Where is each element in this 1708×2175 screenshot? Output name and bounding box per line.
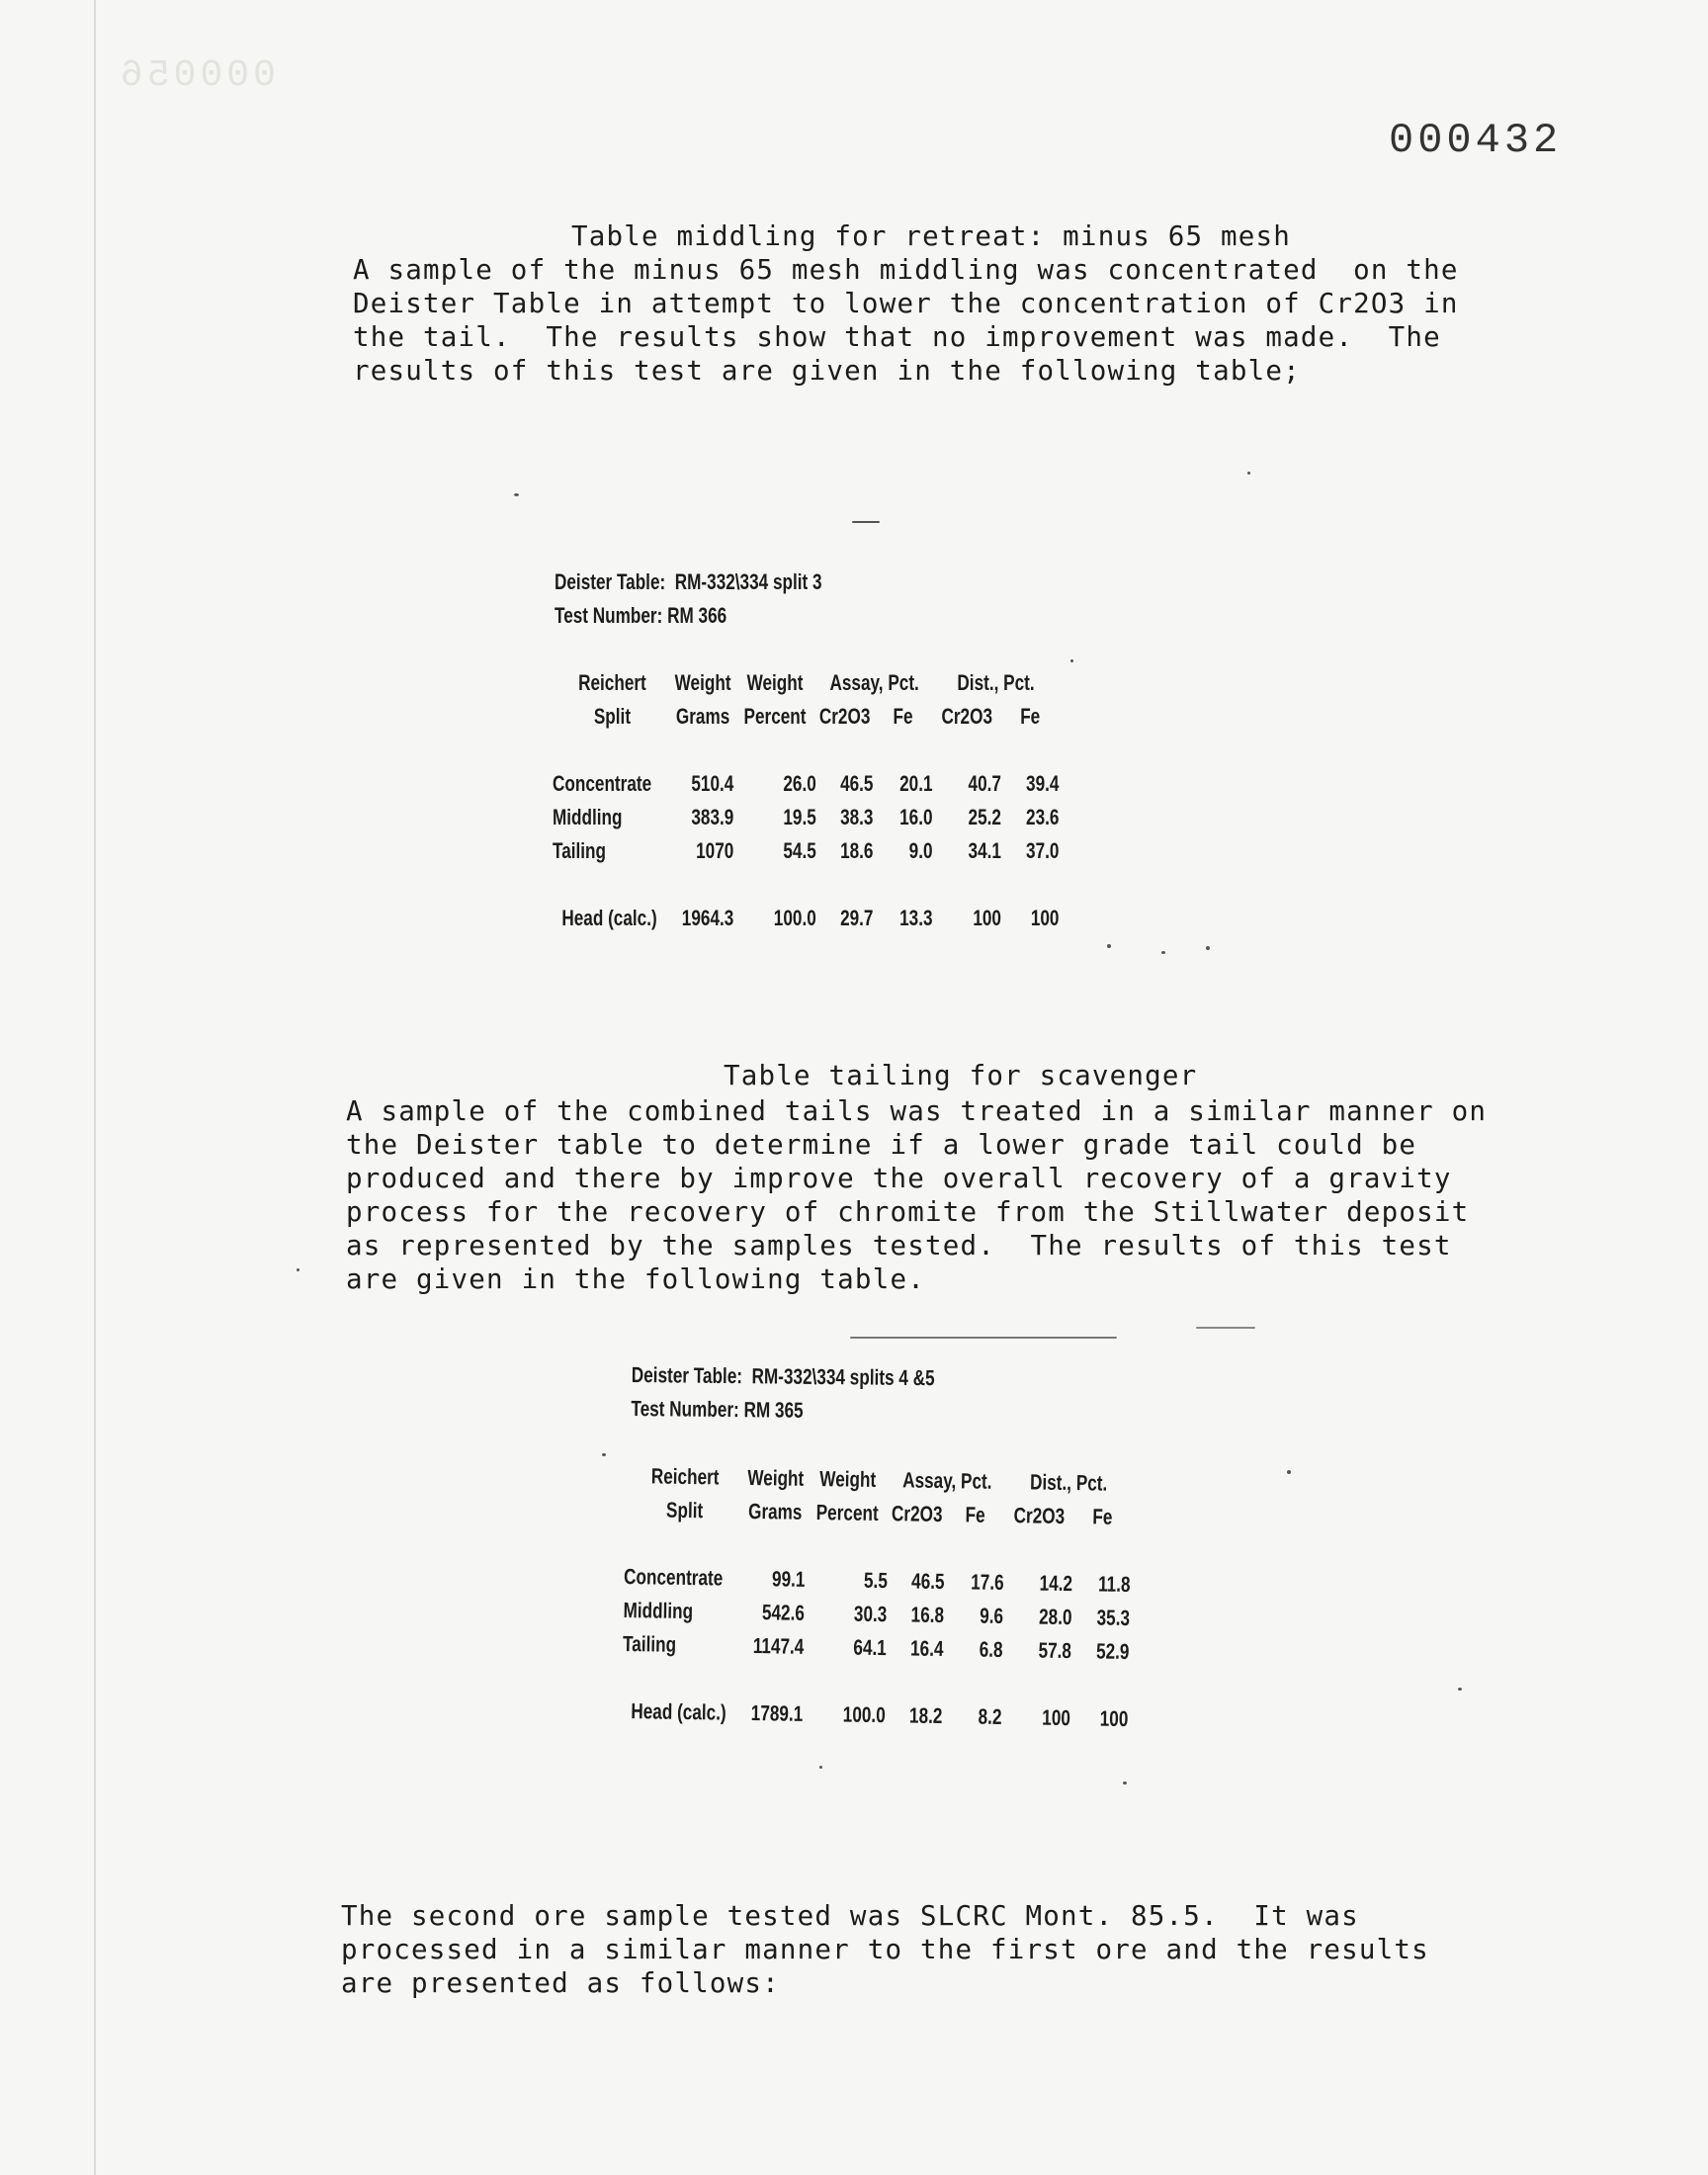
- header-cell: Cr2O3: [818, 704, 871, 729]
- header-cell: Weight: [819, 1466, 877, 1492]
- header-cell: Split: [593, 704, 632, 729]
- table-cell: 6.8: [979, 1636, 1003, 1663]
- table2-test-number: Test Number: RM 365: [631, 1395, 804, 1423]
- scan-speck: [819, 1766, 822, 1769]
- header-cell: Cr2O3: [1013, 1503, 1066, 1528]
- table-cell: 1789.1: [750, 1700, 804, 1726]
- table1-test-number: Test Number: RM 366: [555, 603, 727, 628]
- table-cell: 52.9: [1095, 1638, 1130, 1665]
- table1-header-row: [553, 700, 1059, 734]
- header-cell: Weight: [747, 1464, 805, 1491]
- table-row: [553, 834, 1059, 868]
- table-cell: 383.9: [691, 805, 734, 829]
- table-cell: 1147.4: [752, 1633, 805, 1659]
- table-cell: 39.4: [1026, 771, 1060, 796]
- table2-title: Deister Table: RM-332\334 splits 4 &5: [631, 1361, 935, 1391]
- paragraph-line: Deister Table in attempt to lower the concentration of Cr2O3 in: [353, 288, 1459, 319]
- table-cell: 46.5: [840, 771, 874, 796]
- table-cell: 1070: [696, 838, 734, 863]
- table-cell: 46.5: [910, 1568, 945, 1595]
- table-cell: 40.7: [968, 771, 1001, 796]
- paragraph-line: processed in a similar manner to the first ore and the results: [341, 1934, 1429, 1965]
- scan-speck: [1458, 1688, 1462, 1691]
- scan-speck: [602, 1453, 606, 1456]
- table-cell: 100: [973, 906, 1001, 930]
- table2-grid: [622, 1459, 1133, 1736]
- table-cell: 100: [1030, 906, 1060, 930]
- table-cell: Concentrate: [553, 771, 652, 796]
- table-cell: 8.2: [978, 1703, 1002, 1730]
- table-cell: 34.1: [968, 838, 1001, 863]
- header-cell: Cr2O3: [941, 704, 993, 729]
- header-cell: Percent: [815, 1500, 879, 1526]
- paragraph-line: A sample of the combined tails was treated in a similar manner on: [346, 1095, 1488, 1127]
- scan-speck: [1107, 944, 1111, 948]
- scan-speck: [1287, 1470, 1291, 1474]
- header-cell: Percent: [743, 704, 807, 729]
- table-cell: 30.3: [853, 1601, 888, 1627]
- table-cell: Middling: [623, 1597, 694, 1624]
- header-cell: Weight: [746, 670, 804, 695]
- table-cell: Middling: [553, 805, 623, 829]
- table-cell: 20.1: [899, 771, 933, 796]
- table-cell: 23.6: [1026, 805, 1060, 829]
- table-row: [553, 801, 1059, 834]
- section2-paragraph: [346, 1094, 1487, 1296]
- table-cell: 64.1: [853, 1634, 887, 1661]
- paragraph-line: the tail. The results show that no improvement was made. The: [353, 321, 1441, 353]
- header-cell: Assay, Pct.: [902, 1467, 992, 1494]
- scan-speck: [1070, 659, 1073, 662]
- table-cell: 99.1: [771, 1566, 806, 1592]
- scan-speck: [1123, 1782, 1127, 1784]
- table-row: [553, 767, 1059, 801]
- table-cell: 100.0: [773, 906, 816, 930]
- table-cell: 542.6: [761, 1600, 806, 1625]
- table-total-row: [553, 902, 1059, 935]
- table-cell: 16.8: [910, 1602, 945, 1628]
- header-cell: Assay, Pct.: [829, 670, 919, 695]
- table-cell: 9.0: [908, 838, 933, 863]
- header-cell: Split: [665, 1497, 704, 1523]
- page-number: 000432: [1389, 117, 1563, 164]
- header-cell: Fe: [893, 704, 913, 729]
- table-cell: 35.3: [1096, 1605, 1131, 1631]
- table-cell: 9.6: [980, 1603, 1004, 1629]
- table-cell: 14.2: [1039, 1570, 1073, 1597]
- table-cell: 28.0: [1038, 1604, 1072, 1630]
- bleed-through-page-number: 000056: [117, 54, 276, 97]
- table-cell: 16.4: [909, 1635, 944, 1662]
- paragraph-line: process for the recovery of chromite from the Stillwater deposit: [346, 1196, 1470, 1228]
- scan-speck: [1161, 951, 1165, 954]
- section3-paragraph: [341, 1899, 1429, 2000]
- table-cell: 11.8: [1097, 1571, 1131, 1598]
- section2-heading: Table tailing for scavenger: [724, 1060, 1198, 1091]
- scan-speck: [1196, 1327, 1255, 1329]
- table-cell: 37.0: [1026, 838, 1060, 863]
- table-cell: 18.6: [840, 838, 874, 863]
- table-cell: 38.3: [840, 805, 874, 829]
- table-cell: 17.6: [971, 1569, 1004, 1596]
- table-cell: Head (calc.): [631, 1698, 726, 1725]
- paragraph-line: are given in the following table.: [346, 1263, 925, 1295]
- table-cell: 100: [1042, 1704, 1071, 1731]
- header-cell: Grams: [675, 704, 730, 729]
- header-cell: Fe: [1092, 1504, 1113, 1529]
- table-cell: 18.2: [908, 1702, 943, 1729]
- table-cell: 54.5: [783, 838, 816, 863]
- header-cell: Fe: [965, 1502, 985, 1527]
- scan-speck: [297, 1268, 299, 1271]
- table1-caption: [555, 566, 897, 633]
- table-cell: 100.0: [842, 1701, 886, 1728]
- header-cell: Dist., Pct.: [1029, 1469, 1108, 1496]
- header-cell: Dist., Pct.: [957, 670, 1035, 695]
- scan-speck: [850, 1337, 1117, 1339]
- table-cell: 26.0: [783, 771, 816, 796]
- table2: [622, 1459, 1275, 1738]
- table-cell: Tailing: [553, 838, 607, 863]
- header-cell: Weight: [674, 670, 731, 695]
- table2-caption: [631, 1358, 1020, 1430]
- scan-speck: [514, 493, 519, 496]
- table1-header-row: [553, 666, 1059, 700]
- paragraph-line: the Deister table to determine if a lower grade tail could be: [346, 1129, 1417, 1161]
- paragraph-line: results of this test are given in the following table;: [353, 355, 1301, 387]
- scan-speck: [852, 521, 880, 523]
- paragraph-line: The second ore sample tested was SLCRC Mont. 85.5. It was: [341, 1900, 1359, 1932]
- scan-speck: [1247, 472, 1250, 475]
- table1-title: Deister Table: RM-332\334 split 3: [555, 569, 822, 594]
- header-cell: Fe: [1020, 704, 1041, 729]
- paragraph-line: are presented as follows:: [341, 1967, 780, 1999]
- header-cell: Reichert: [578, 670, 646, 695]
- table-cell: Head (calc.): [561, 906, 657, 930]
- paragraph-line: A sample of the minus 65 mesh middling was concentrated on the: [353, 254, 1459, 286]
- section1-paragraph: [353, 253, 1459, 388]
- table1-grid: [553, 666, 1059, 935]
- table-cell: 5.5: [863, 1567, 889, 1594]
- paragraph-line: as represented by the samples tested. The results of this test: [346, 1230, 1452, 1262]
- table-total-row: [622, 1695, 1129, 1736]
- table-cell: 100: [1099, 1705, 1129, 1732]
- paragraph-line: produced and there by improve the overall recovery of a gravity: [346, 1163, 1452, 1194]
- table-cell: Concentrate: [623, 1563, 724, 1591]
- header-cell: Reichert: [650, 1463, 720, 1490]
- table-cell: 13.3: [899, 906, 933, 930]
- table-cell: 57.8: [1038, 1637, 1072, 1664]
- table-cell: Tailing: [622, 1630, 677, 1657]
- scan-speck: [1206, 946, 1210, 950]
- table-cell: 25.2: [968, 805, 1001, 829]
- table-cell: 1964.3: [681, 906, 734, 930]
- table-cell: 29.7: [840, 906, 874, 930]
- header-cell: Cr2O3: [891, 1501, 943, 1527]
- table-cell: 510.4: [691, 771, 734, 796]
- page-edge: [94, 0, 96, 2175]
- table-cell: 16.0: [899, 805, 933, 829]
- table-cell: 19.5: [783, 805, 816, 829]
- header-cell: Grams: [747, 1498, 803, 1524]
- section1-heading: Table middling for retreat: minus 65 mesh: [571, 220, 1292, 252]
- table1: [553, 666, 1059, 935]
